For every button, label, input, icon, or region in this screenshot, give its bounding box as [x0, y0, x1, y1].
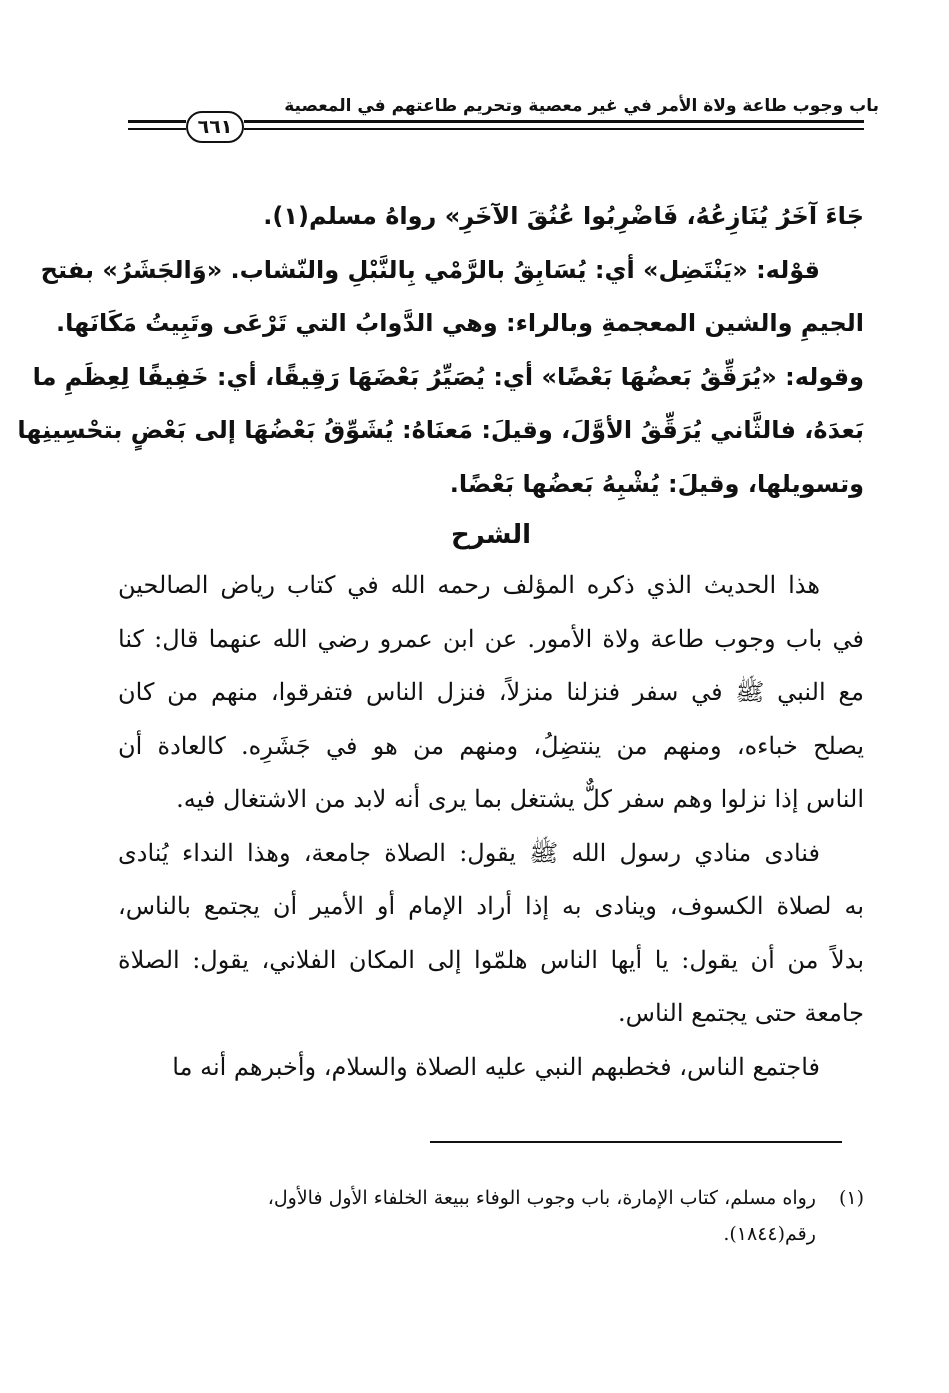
- matn-line: جَاءَ آخَرُ يُنَازِعُهُ، فَاضْرِبُوا عُنُقَ الآخَرِ» رواهُ مسلم(١).: [263, 202, 864, 230]
- sharh-line: جامعة حتى يجتمع الناس.: [618, 999, 864, 1027]
- page-number: ٦٦١: [186, 111, 244, 143]
- header-rule-left: [128, 120, 186, 123]
- sharh-line: به لصلاة الكسوف، وينادى به إذا أراد الإمام أو الأمير أن يجتمع بالناس،: [118, 892, 864, 920]
- sharh-line: بدلاً من أن يقول: يا أيها الناس هلمّوا إلى المكان الفلاني، يقول: الصلاة: [118, 945, 864, 974]
- matn-line: الجيمِ والشين المعجمةِ وبالراء: وهي الدَّوابُ التي تَرْعَى وتَبِيتُ مَكَانَها.: [56, 309, 864, 337]
- header-rule-right-thin: [244, 128, 864, 130]
- header-rule-left-thin: [128, 128, 186, 130]
- sharh-line: مع النبي ﷺ في سفر فنزلنا منزلاً، فنزل الناس فتفرقوا، منهم من كان: [118, 678, 864, 706]
- sharh-line: الناس إذا نزلوا وهم سفر كلٌّ يشتغل بما يرى أنه لابد من الاشتغال فيه.: [176, 785, 864, 813]
- section-title: الشرح: [450, 520, 532, 550]
- running-header-title: باب وجوب طاعة ولاة الأمر في غير معصية وتحريم طاعتهم في المعصية: [284, 96, 879, 116]
- matn-line: وتسويلها، وقيلَ: يُشْبِهُ بَعضُها بَعْضًا.: [449, 469, 864, 498]
- footnote-separator: [430, 1141, 842, 1143]
- footnote-number: (١): [838, 1187, 864, 1209]
- footnote-text: رقم(١٨٤٤).: [723, 1223, 816, 1245]
- sharh-line: فاجتمع الناس، فخطبهم النبي عليه الصلاة والسلام، وأخبرهم أنه ما: [172, 1052, 820, 1081]
- sharh-line: في باب وجوب طاعة ولاة الأمور. عن ابن عمرو رضي الله عنهما قال: كنا: [118, 624, 864, 653]
- matn-line: بَعدَهُ، فالثَّاني يُرَقِّقُ الأوَّلَ، وقيلَ: مَعنَاهُ: يُشَوِّقُ بَعْضُهَا إلى بَعْضٍ بتحْسِينِها: [17, 416, 864, 444]
- sharh-line: فنادى منادي رسول الله ﷺ يقول: الصلاة جامعة، وهذا النداء يُنادى: [118, 838, 820, 867]
- sharh-block: [118, 559, 864, 1094]
- matn-line: وقوله: «يُرَقِّقُ بَعضُهَا بَعْضًا» أي: يُصَيِّرُ بَعْضَهَا رَقِيقًا، أي: خَفِيفًا لِعِظَمِ ما: [32, 362, 864, 391]
- matn-block: [17, 190, 864, 511]
- footnotes: [118, 1180, 864, 1252]
- footnote-line: [118, 1180, 864, 1216]
- sharh-line: هذا الحديث الذي ذكره المؤلف رحمه الله في كتاب رياض الصالحين: [118, 571, 820, 599]
- sharh-line: يصلح خباءه، ومنهم من ينتضِلُ، ومنهم من هو في جَشَرِه. كالعادة أن: [118, 731, 864, 760]
- header-rule-right: [244, 120, 864, 123]
- footnote-text: رواه مسلم، كتاب الإمارة، باب وجوب الوفاء ببيعة الخلفاء الأول فالأول،: [267, 1187, 816, 1209]
- matn-line: قوْله: «يَنْتَضِل» أي: يُسَابِقُ بالرَّمْي بِالنَّبْلِ والنّشاب. «وَالجَشَرُ» بفتح: [40, 255, 820, 284]
- footnote-line: [118, 1216, 864, 1252]
- page-body: [17, 190, 864, 1094]
